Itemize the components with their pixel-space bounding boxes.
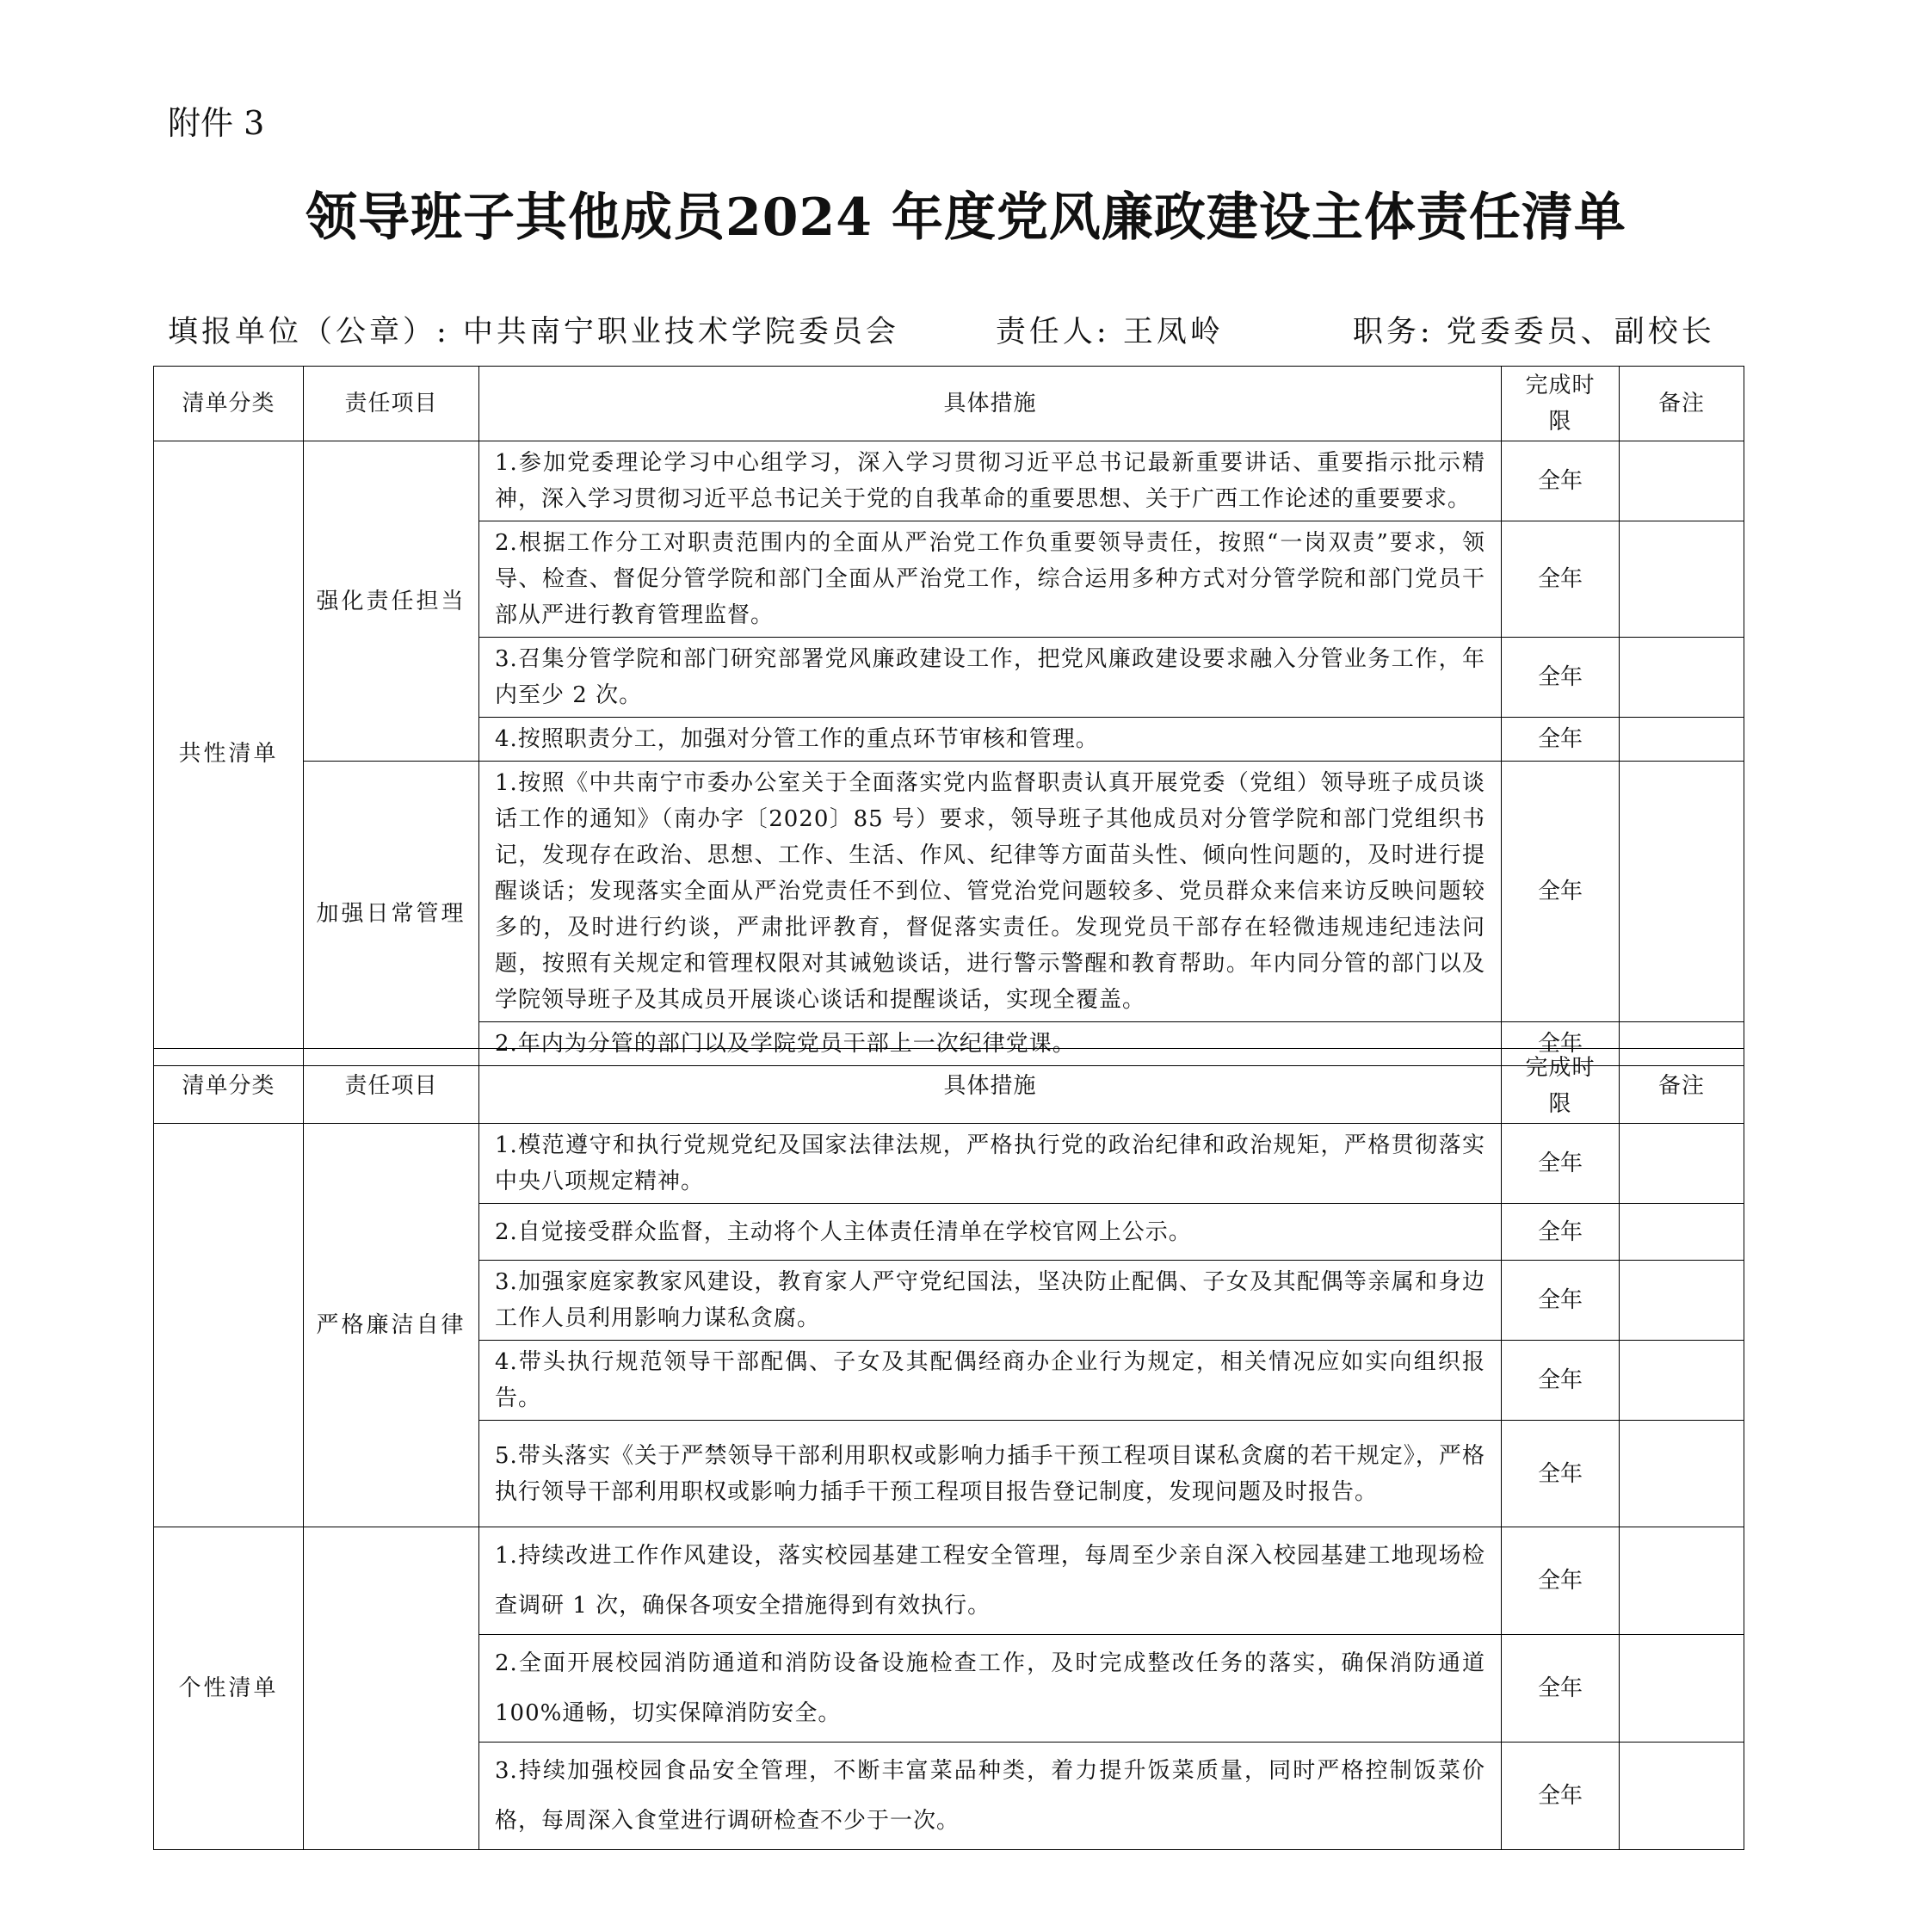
page-title: 领导班子其他成员2024 年度党风廉政建设主体责任清单 — [306, 188, 1626, 248]
deadline-cell: 全年 — [1502, 718, 1620, 762]
note-cell — [1620, 1527, 1744, 1635]
deadline-cell: 全年 — [1502, 1635, 1620, 1743]
item-cell: 强化责任担当 — [304, 441, 479, 762]
header-category: 清单分类 — [154, 367, 304, 441]
table-header-row — [154, 1049, 1744, 1124]
category-cell: 个性清单 — [154, 1527, 304, 1850]
deadline-cell: 全年 — [1502, 1022, 1620, 1066]
attachment-label: 附件 3 — [168, 104, 265, 142]
measure-cell: 3.持续加强校园食品安全管理，不断丰富菜品种类，着力提升饭菜质量，同时严格控制饭菜价格，每周深入食堂进行调研检查不少于一次。 — [479, 1743, 1502, 1850]
deadline-cell: 全年 — [1502, 1124, 1620, 1204]
category-cell: 共性清单 — [154, 441, 304, 1066]
measure-cell: 1.持续改进工作作风建设，落实校园基建工程安全管理，每周至少亲自深入校园基建工地现场检查调研 1 次，确保各项安全措施得到有效执行。 — [479, 1527, 1502, 1635]
deadline-cell: 全年 — [1502, 638, 1620, 718]
measure-cell: 4.按照职责分工，加强对分管工作的重点环节审核和管理。 — [479, 718, 1502, 762]
measure-cell: 1.参加党委理论学习中心组学习，深入学习贯彻习近平总书记最新重要讲话、重要指示批示精神，深入学习贯彻习近平总书记关于党的自我革命的重要思想、关于广西工作论述的重要要求。 — [479, 441, 1502, 521]
table-row — [154, 1124, 1744, 1204]
note-cell — [1620, 441, 1744, 521]
header-measure: 具体措施 — [479, 1049, 1502, 1124]
measure-cell: 1.模范遵守和执行党规党纪及国家法律法规，严格执行党的政治纪律和政治规矩，严格贯彻落实中央八项规定精神。 — [479, 1124, 1502, 1204]
deadline-cell: 全年 — [1502, 441, 1620, 521]
note-cell — [1620, 1124, 1744, 1204]
note-cell — [1620, 1421, 1744, 1527]
header-deadline: 完成时 限 — [1502, 367, 1620, 441]
measure-cell: 5.带头落实《关于严禁领导干部利用职权或影响力插手干预工程项目谋私贪腐的若干规定》，严格执行领导干部利用职权或影响力插手干预工程项目报告登记制度，发现问题及时报告。 — [479, 1421, 1502, 1527]
measure-cell: 2.年内为分管的部门以及学院党员干部上一次纪律党课。 — [479, 1022, 1502, 1066]
responsibility-table-1 — [153, 366, 1744, 1066]
table-header-row — [154, 367, 1744, 441]
header-measure: 具体措施 — [479, 367, 1502, 441]
header-item: 责任项目 — [304, 1049, 479, 1124]
note-cell — [1620, 1204, 1744, 1261]
note-cell — [1620, 521, 1744, 638]
deadline-cell: 全年 — [1502, 762, 1620, 1022]
info-unit: 填报单位（公章）: 中共南宁职业技术学院委员会 — [168, 315, 899, 349]
measure-cell: 2.自觉接受群众监督，主动将个人主体责任清单在学校官网上公示。 — [479, 1204, 1502, 1261]
header-note: 备注 — [1620, 1049, 1744, 1124]
note-cell — [1620, 718, 1744, 762]
deadline-cell: 全年 — [1502, 1743, 1620, 1850]
deadline-cell: 全年 — [1502, 1204, 1620, 1261]
info-line — [168, 308, 1715, 351]
deadline-cell: 全年 — [1502, 1421, 1620, 1527]
measure-cell: 4.带头执行规范领导干部配偶、子女及其配偶经商办企业行为规定，相关情况应如实向组织报告。 — [479, 1341, 1502, 1421]
table-row — [154, 441, 1744, 521]
deadline-cell: 全年 — [1502, 1261, 1620, 1341]
header-deadline: 完成时 限 — [1502, 1049, 1620, 1124]
item-cell: 严格廉洁自律 — [304, 1124, 479, 1527]
note-cell — [1620, 638, 1744, 718]
deadline-cell: 全年 — [1502, 1341, 1620, 1421]
note-cell — [1620, 762, 1744, 1022]
measure-cell: 2.全面开展校园消防通道和消防设备设施检查工作，及时完成整改任务的落实，确保消防通道100%通畅，切实保障消防安全。 — [479, 1635, 1502, 1743]
note-cell — [1620, 1743, 1744, 1850]
info-person: 责任人: 王凤岭 — [995, 315, 1224, 349]
item-cell: 加强日常管理 — [304, 762, 479, 1066]
header-note: 备注 — [1620, 367, 1744, 441]
deadline-cell: 全年 — [1502, 521, 1620, 638]
header-item: 责任项目 — [304, 367, 479, 441]
note-cell — [1620, 1261, 1744, 1341]
table-row — [154, 762, 1744, 1022]
item-cell — [304, 1527, 479, 1850]
measure-cell: 3.召集分管学院和部门研究部署党风廉政建设工作，把党风廉政建设要求融入分管业务工作，年内至少 2 次。 — [479, 638, 1502, 718]
header-category: 清单分类 — [154, 1049, 304, 1124]
measure-cell: 1.按照《中共南宁市委办公室关于全面落实党内监督职责认真开展党委（党组）领导班子成员谈话工作的通知》（南办字〔2020〕85 号）要求，领导班子其他成员对分管学院和部门党组织书记，发现存在政治、思想、工作、生活、作风、纪律等方面苗头性、倾向性问题的，及时进行提醒谈话；发现落实全面从严治党责任不到位、管党治党问题较多、党员群众来信来访反映问题较多的，及时进行约谈，严肃批评教育，督促落实责任。发现党员干部存在轻微违规违纪违法问题，按照有关规定和管理权限对其诫勉谈话，进行警示警醒和教育帮助。年内同分管的部门以及学院领导班子及其成员开展谈心谈话和提醒谈话，实现全覆盖。 — [479, 762, 1502, 1022]
note-cell — [1620, 1341, 1744, 1421]
measure-cell: 3.加强家庭家教家风建设，教育家人严守党纪国法，坚决防止配偶、子女及其配偶等亲属和身边工作人员利用影响力谋私贪腐。 — [479, 1261, 1502, 1341]
category-cell — [154, 1124, 304, 1527]
note-cell — [1620, 1635, 1744, 1743]
deadline-cell: 全年 — [1502, 1527, 1620, 1635]
info-position: 职务: 党委委员、副校长 — [1352, 315, 1715, 349]
table-row — [154, 1527, 1744, 1635]
measure-cell: 2.根据工作分工对职责范围内的全面从严治党工作负重要领导责任，按照“一岗双责”要求，领导、检查、督促分管学院和部门全面从严治党工作，综合运用多种方式对分管学院和部门党员干部从严进行教育管理监督。 — [479, 521, 1502, 638]
responsibility-table-2 — [153, 1048, 1744, 1850]
